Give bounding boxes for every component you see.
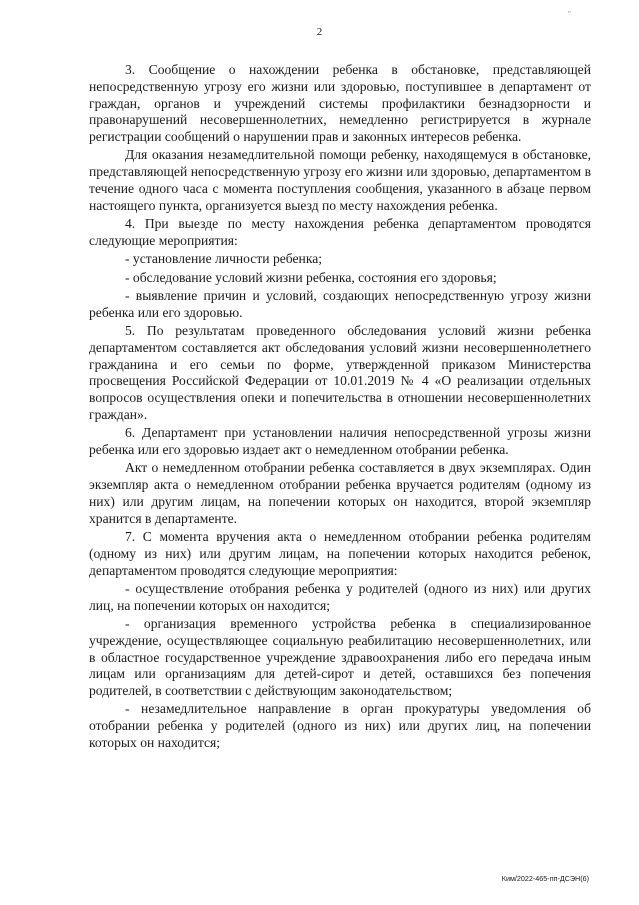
list-item-temporary-placement: - организация временного устройства ребенка в специализированное учреждение, осуществляющее социальную реабилитацию несовершеннолетних, или в областное государственное учреждение здравоохранения либо его передача иным лицам или организациям для детей-сирот и детей, оставшихся без попечения родителей, в соответствии с действующим законодательством;: [89, 616, 591, 699]
list-item-prosecutor-notice: - незамедлительное направление в орган прокуратуры уведомления об отобрании ребенка у родителей (одного из них) или других лиц, на попечении которых он находится;: [89, 701, 591, 751]
corner-mark: ": [568, 10, 571, 18]
list-item-identity: - установление личности ребенка;: [125, 251, 323, 267]
paragraph-4-visit-measures: 4. При выезде по месту нахождения ребенка департаментом проводятся следующие мероприятия:: [89, 216, 591, 248]
paragraph-5-inspection-act: 5. По результатам проведенного обследования условий жизни ребенка департаментом составляется акт обследования условий жизни несовершеннолетнего гражданина и его семьи по форме, утвержденной приказом Министерства просвещения Российской Федерации от 10.01.2019 № 4 «О реализации отдельных вопросов осуществления опеки и попечительства в отношении несовершеннолетних граждан».: [89, 322, 591, 422]
document-body: [89, 62, 591, 753]
paragraph-3-emergency-visit: Для оказания незамедлительной помощи ребенку, находящемуся в обстановке, представляющей непосредственную угрозу его жизни или здоровью, департаментом в течение одного часа с момента поступления сообщения, указанного в абзаце первом настоящего пункта, организуется выезд по месту нахождения ребенка.: [89, 147, 591, 213]
paragraph-7-post-act-measures: 7. С момента вручения акта о немедленном отобрании ребенка родителям (одному из них) или другим лицам, на попечении которых находится ребенок, департаментом проводятся следующие мероприятия:: [89, 529, 591, 578]
document-code: Ким/2022-465-пп-ДСЭН(6): [501, 874, 589, 883]
paragraph-6-act-copies: Акт о немедленном отобрании ребенка составляется в двух экземплярах. Один экземпляр акта о немедленном отобрании ребенка вручается родителям (одному из них) или другим лицам, на попечении которых он находится, второй экземпляр хранится в департаменте.: [89, 460, 591, 526]
page-number: 2: [316, 26, 323, 38]
list-item-removal: - осуществление отобрания ребенка у родителей (одного из них) или других лиц, на попечении которых он находится;: [89, 580, 591, 613]
paragraph-6-removal-act: 6. Департамент при установлении наличия непосредственной угрозы жизни ребенка или его здоровью издает акт о немедленном отобрании ребенка.: [89, 425, 591, 458]
list-item-threat-causes: - выявление причин и условий, создающих непосредственную угрозу жизни ребенка или его здоровью.: [89, 287, 591, 320]
paragraph-3-report-registration: 3. Сообщение о нахождении ребенка в обстановке, представляющей непосредственную угрозу его жизни или здоровью, поступившее в департамент от граждан, органов и учреждений системы профилактики безнадзорности и правонарушений несовершеннолетних, немедленно регистрируется в журнале регистрации сообщений о нарушении прав и законных интересов ребенка.: [89, 62, 591, 145]
list-item-living-conditions: - обследование условий жизни ребенка, состояния его здоровья;: [125, 269, 497, 285]
